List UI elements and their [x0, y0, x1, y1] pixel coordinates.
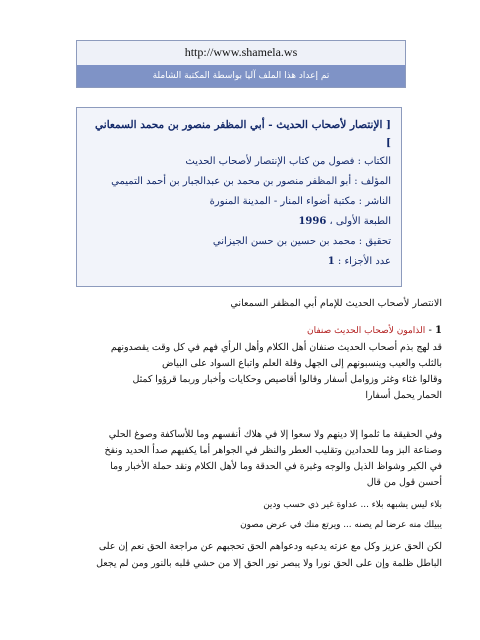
- parts-label: عدد الأجزاء :: [334, 256, 391, 267]
- parts-count: 1: [327, 256, 335, 267]
- text-line: الباطل ظلمة وإن على الحق نورا ولا يبصر نور الحق إلا من حشي قلبه بالنور ومن لم يجعل: [96, 558, 442, 569]
- section-heading: [38, 323, 442, 339]
- edition-label: الطبعة الأولى ،: [326, 216, 391, 227]
- book-title-bracket: ]: [386, 137, 391, 149]
- section-title: الذامون لأصحاب الحديث صنفان: [306, 326, 426, 336]
- editor-line: تحقيق : محمد بن حسين بن حسن الجيزاني: [212, 236, 391, 247]
- book-info-box: [76, 107, 402, 287]
- text-line: أحسن قول من قال: [366, 477, 442, 488]
- header-banner: [76, 40, 406, 88]
- text-line: في الكير وشواظ الذيل والوجه وغبرة في الحدقة وما لأهل الكلام ونقد حملة الأخبار وما: [110, 461, 442, 472]
- generated-note: تم إعداد هذا الملف آليا بواسطة المكتبة الشاملة: [77, 65, 405, 87]
- text-line: قد لهج بذم أصحاب الحديث صنفان أهل الكلام وأهل الرأي فهم في كل وقت يقصدونهم: [110, 342, 442, 353]
- site-url[interactable]: http://www.shamela.ws: [184, 45, 298, 59]
- parts-line: [87, 252, 391, 272]
- edition-line: [87, 212, 391, 232]
- text-line: وصناعة البز وما للحدادين وتقليب العطر والنظر في الجواهر أما يكفيهم صدأ الحديد ونفخ: [104, 445, 442, 456]
- author-line: المؤلف : أبو المظفر منصور بن محمد بن عبدالجبار بن أحمد التميمي: [111, 176, 391, 187]
- edition-year: 1996: [298, 216, 327, 227]
- work-title: الانتصار لأصحاب الحديث للإمام أبي المظفر السمعاني: [230, 298, 442, 309]
- book-name-line: الكتاب : فصول من كتاب الإنتصار لأصحاب الحديث: [185, 156, 391, 167]
- text-line: الحمار يحمل أسفارا: [365, 390, 442, 401]
- text-line: وقالوا غثاء وغثر وزوامل أسفار وقالوا أقاصيص وحكايات وأخبار وربما قرؤوا كمثل: [132, 374, 442, 385]
- text-line: لكن الحق عزيز وكل مع عزته يدعيه ودعواهم الحق تحجبهم عن مراجعة الحق نعم إن على: [98, 541, 442, 552]
- poem-verse: يبيلك منه عرضا لم يصنه ... ويرتع منك في عرض مصون: [240, 520, 442, 530]
- section-number: 1: [435, 325, 442, 336]
- text-line: بالثلب والعيب وينسبونهم إلى الجهل وقلة العلم واتباع السواد على البياض: [162, 358, 442, 369]
- publisher-line: الناشر : مكتبة أضواء المنار - المدينة المنورة: [209, 196, 391, 207]
- poem-verse: بلاء ليس يشبهه بلاء ... عداوة غير ذي حسب ودين: [263, 500, 442, 510]
- text-line: وفي الحقيقة ما ثلموا إلا دينهم ولا سعوا إلا في هلاك أنفسهم وما للأساكفة وصوغ الحلي: [108, 429, 442, 440]
- book-title-line: [ الإنتصار لأصحاب الحديث - أبي المظفر منصور بن محمد السمعاني: [95, 119, 391, 131]
- section-dash: -: [425, 325, 436, 336]
